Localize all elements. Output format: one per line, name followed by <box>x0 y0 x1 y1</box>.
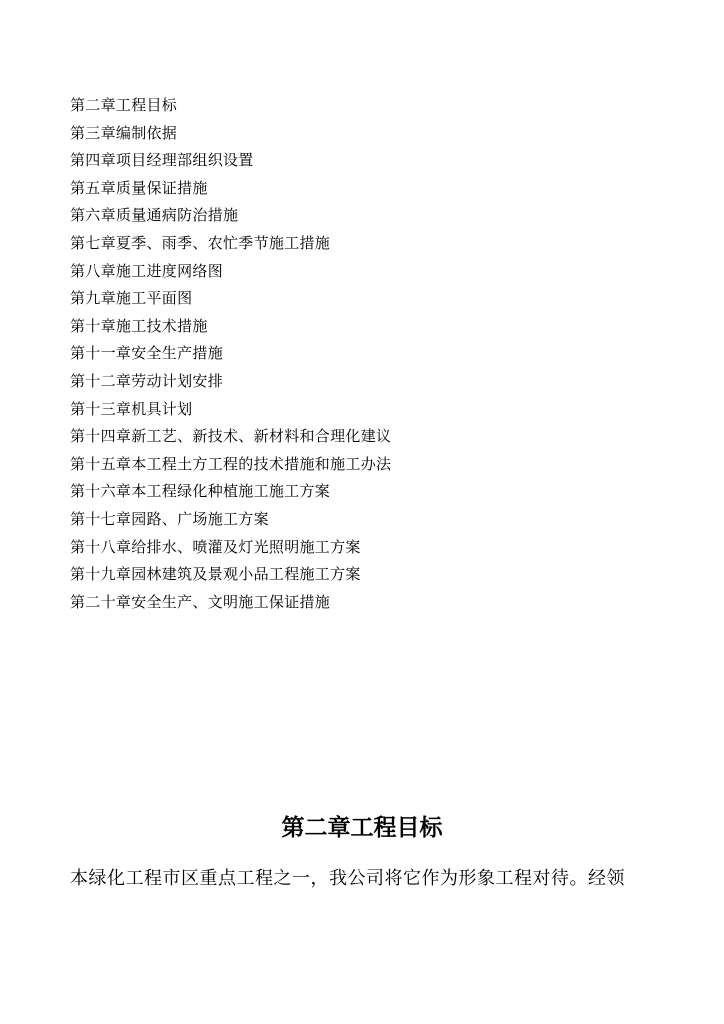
chapter-heading: 第二章工程目标 <box>281 815 443 841</box>
toc-item: 第九章施工平面图 <box>70 289 193 308</box>
toc-item: 第三章编制依据 <box>70 123 178 142</box>
toc-item: 第十五章本工程土方工程的技术措施和施工办法 <box>70 454 392 473</box>
table-of-contents <box>70 92 391 616</box>
toc-item: 第十四章新工艺、新技术、新材料和合理化建议 <box>70 427 392 446</box>
chapter-paragraph: 本绿化工程市区重点工程之一，我公司将它作为形象工程对待。经领 <box>70 868 625 889</box>
toc-item: 第八章施工进度网络图 <box>70 261 224 280</box>
toc-item: 第五章质量保证措施 <box>70 178 208 197</box>
toc-item: 第十七章园路、广场施工方案 <box>70 509 269 528</box>
toc-item: 第十一章安全生产措施 <box>70 344 224 363</box>
toc-item: 第十章施工技术措施 <box>70 316 208 335</box>
toc-item: 第七章夏季、雨季、农忙季节施工措施 <box>70 233 331 252</box>
toc-item: 第四章项目经理部组织设置 <box>70 151 254 170</box>
toc-item: 第六章质量通病防治措施 <box>70 206 239 225</box>
toc-item: 第十三章机具计划 <box>70 399 193 418</box>
toc-item: 第十九章园林建筑及景观小品工程施工方案 <box>70 565 361 584</box>
toc-item: 第二章工程目标 <box>70 96 178 114</box>
toc-item: 第十八章给排水、喷灌及灯光照明施工方案 <box>70 537 361 556</box>
toc-item: 第十六章本工程绿化种植施工施工方案 <box>70 482 331 501</box>
toc-item: 第十二章劳动计划安排 <box>70 371 224 390</box>
toc-item: 第二十章安全生产、文明施工保证措施 <box>70 592 331 611</box>
